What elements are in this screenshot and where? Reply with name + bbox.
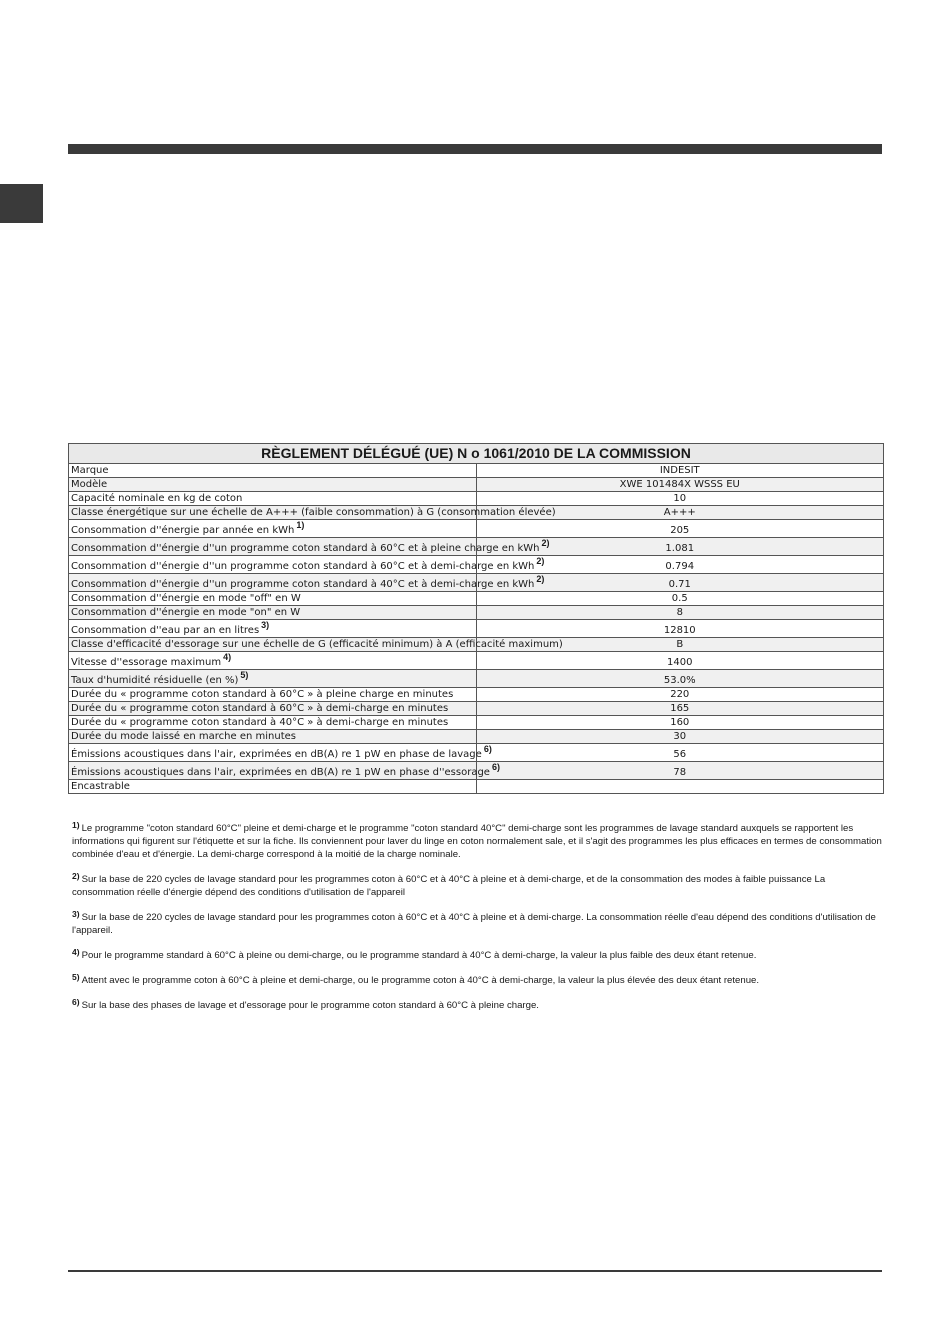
row-label: [69, 716, 477, 730]
row-value: 165: [476, 702, 884, 716]
row-label-text: Consommation d''énergie par année en kWh: [71, 525, 295, 536]
footnote-ref: 6): [491, 762, 500, 772]
footnote: [72, 974, 884, 987]
table-row: [69, 670, 884, 688]
row-label: [69, 520, 477, 538]
row-label: [69, 478, 477, 492]
row-label-text: Classe d'efficacité d'essorage sur une échelle de G (efficacité minimum) à A (efficacité maximum): [71, 639, 563, 650]
row-label: [69, 506, 556, 520]
row-label-text: Consommation d''énergie en mode "on" en W: [71, 607, 301, 618]
row-label-text: Modèle: [71, 479, 108, 490]
footnote: [72, 949, 884, 962]
row-label-text: Taux d'humidité résiduelle (en %): [71, 675, 239, 686]
table-row: [69, 556, 884, 574]
row-value: 0.71: [476, 574, 884, 592]
table-row: [69, 464, 884, 478]
row-value: XWE 101484X WSSS EU: [476, 478, 884, 492]
footnote-ref: 3): [261, 620, 270, 630]
row-label-text: Émissions acoustiques dans l'air, exprimées en dB(A) re 1 pW en phase d''essorage: [71, 767, 490, 778]
row-label: [69, 638, 563, 652]
table-row: [69, 506, 884, 520]
row-label: [69, 620, 477, 638]
table-row: [69, 730, 884, 744]
row-label-text: Consommation d''énergie en mode "off" en W: [71, 593, 301, 604]
footnote-text: Pour le programme standard à 60°C à pleine ou demi-charge, ou le programme standard à 40°C à demi-charge, la valeur la plus faible des deux étant retenue.: [81, 950, 757, 961]
footnote-ref: 4): [223, 652, 232, 662]
table-row: [69, 702, 884, 716]
footnote-ref: 5): [240, 670, 249, 680]
row-value: 205: [476, 520, 884, 538]
row-label: [69, 730, 477, 744]
table-row: [69, 592, 884, 606]
row-label: [69, 702, 477, 716]
footnote-ref: 2): [536, 556, 545, 566]
regulation-table: [68, 443, 884, 794]
row-label: [69, 464, 477, 478]
language-tab-marker: [0, 184, 43, 223]
row-value: B: [476, 638, 884, 652]
row-label-text: Consommation d''énergie d''un programme coton standard à 60°C et à pleine charge en kWh: [71, 543, 540, 554]
row-label-text: Capacité nominale en kg de coton: [71, 493, 243, 504]
row-value: 8: [476, 606, 884, 620]
footnote-ref: 1): [296, 520, 305, 530]
row-label-text: Émissions acoustiques dans l'air, exprimées en dB(A) re 1 pW en phase de lavage: [71, 749, 482, 760]
table-row: [69, 638, 884, 652]
row-label: [69, 592, 477, 606]
footnote: [72, 911, 884, 937]
row-label-text: Durée du « programme coton standard à 60°C » à pleine charge en minutes: [71, 689, 454, 700]
footnote-ref: 6): [483, 744, 492, 754]
table-row: [69, 688, 884, 702]
footnote-ref: 2): [541, 538, 550, 548]
row-value: 160: [476, 716, 884, 730]
table-row: [69, 620, 884, 638]
row-label: [69, 652, 477, 670]
footnote: [72, 822, 884, 861]
row-value: A+++: [476, 506, 884, 520]
row-label: [69, 606, 477, 620]
footnote-text: Attent avec le programme coton à 60°C à pleine et demi-charge, ou le programme coton à 40°C à demi-charge, la valeur la plus élevée des deux étant retenue.: [81, 975, 760, 986]
table-title: RÈGLEMENT DÉLÉGUÉ (UE) N o 1061/2010 DE LA COMMISSION: [69, 444, 884, 464]
row-label-text: Marque: [71, 465, 109, 476]
footnote-text: Sur la base de 220 cycles de lavage standard pour les programmes coton à 60°C et à 40°C à pleine et à demi-charge, et de la consommation des modes à faible puissance La consommation réelle d'énergie dépend des conditions d'utilisation de l'appareil: [72, 874, 826, 898]
row-label-text: Durée du « programme coton standard à 60°C » à demi-charge en minutes: [71, 703, 449, 714]
row-label-text: Encastrable: [71, 781, 130, 792]
table-body: [69, 464, 884, 794]
footnote: [72, 999, 884, 1012]
row-value: [476, 780, 884, 794]
row-value: 1400: [476, 652, 884, 670]
footnote-text: Le programme "coton standard 60°C" pleine et demi-charge et le programme "coton standard 40°C" demi-charge sont les programmes de lavage standard auxquels se rapportent les informations qui figurent sur l'étiquette et sur la fiche. Ils conviennent pour laver du linge en coton normalement sale, et il s'agit des programmes les plus efficaces en termes de consommation combinée d'eau et d'énergie. La demi-charge correspond à la moitié de la charge nominale.: [72, 823, 882, 860]
footnote-number: 2): [72, 871, 80, 881]
row-label: [69, 780, 477, 794]
table-row: [69, 574, 884, 592]
table-row: [69, 492, 884, 506]
row-value: 56: [476, 744, 884, 762]
row-label: [69, 670, 477, 688]
row-label-text: Consommation d''eau par an en litres: [71, 625, 260, 636]
footnote-text: Sur la base de 220 cycles de lavage standard pour les programmes coton à 60°C et à 40°C à pleine et à demi-charge. La consommation réelle d'eau dépend des conditions d'utilisation de l'appareil.: [72, 912, 876, 936]
header-rule: [68, 144, 882, 154]
table-row: [69, 606, 884, 620]
row-label-text: Vitesse d''essorage maximum: [71, 657, 222, 668]
row-label: [69, 744, 492, 762]
row-label: [69, 688, 477, 702]
footnote-number: 5): [72, 972, 80, 982]
row-label-text: Consommation d''énergie d''un programme coton standard à 40°C et à demi-charge en kWh: [71, 579, 535, 590]
row-label-text: Durée du « programme coton standard à 40°C » à demi-charge en minutes: [71, 717, 449, 728]
table-row: [69, 520, 884, 538]
table-row: [69, 478, 884, 492]
row-label-text: Consommation d''énergie d''un programme coton standard à 60°C et à demi-charge en kWh: [71, 561, 535, 572]
row-value: 0.5: [476, 592, 884, 606]
table-row: [69, 716, 884, 730]
row-value: 78: [476, 762, 884, 780]
row-value: 1.081: [476, 538, 884, 556]
footnote-number: 6): [72, 997, 80, 1007]
row-value: 12810: [476, 620, 884, 638]
footnote: [72, 873, 884, 899]
table-row: [69, 744, 884, 762]
row-value: 30: [476, 730, 884, 744]
footnote-text: Sur la base des phases de lavage et d'essorage pour le programme coton standard à 60°C à pleine charge.: [81, 1000, 539, 1011]
row-label: [69, 574, 545, 592]
footer-rule: [68, 1270, 882, 1272]
row-label-text: Durée du mode laissé en marche en minutes: [71, 731, 296, 742]
footnote-ref: 2): [536, 574, 545, 584]
row-value: 53.0%: [476, 670, 884, 688]
table-row: [69, 538, 884, 556]
table-row: [69, 780, 884, 794]
row-label: [69, 556, 545, 574]
row-value: 0.794: [476, 556, 884, 574]
footnotes: [72, 822, 884, 1024]
row-label: [69, 538, 550, 556]
table-row: [69, 652, 884, 670]
row-label: [69, 492, 477, 506]
row-value: INDESIT: [476, 464, 884, 478]
footnote-number: 1): [72, 820, 80, 830]
row-value: 220: [476, 688, 884, 702]
footnote-number: 4): [72, 947, 80, 957]
footnote-number: 3): [72, 909, 80, 919]
table-row: [69, 762, 884, 780]
row-label: [69, 762, 500, 780]
row-label-text: Classe énergétique sur une échelle de A+++ (faible consommation) à G (consommation élevée): [71, 507, 556, 518]
row-value: 10: [476, 492, 884, 506]
